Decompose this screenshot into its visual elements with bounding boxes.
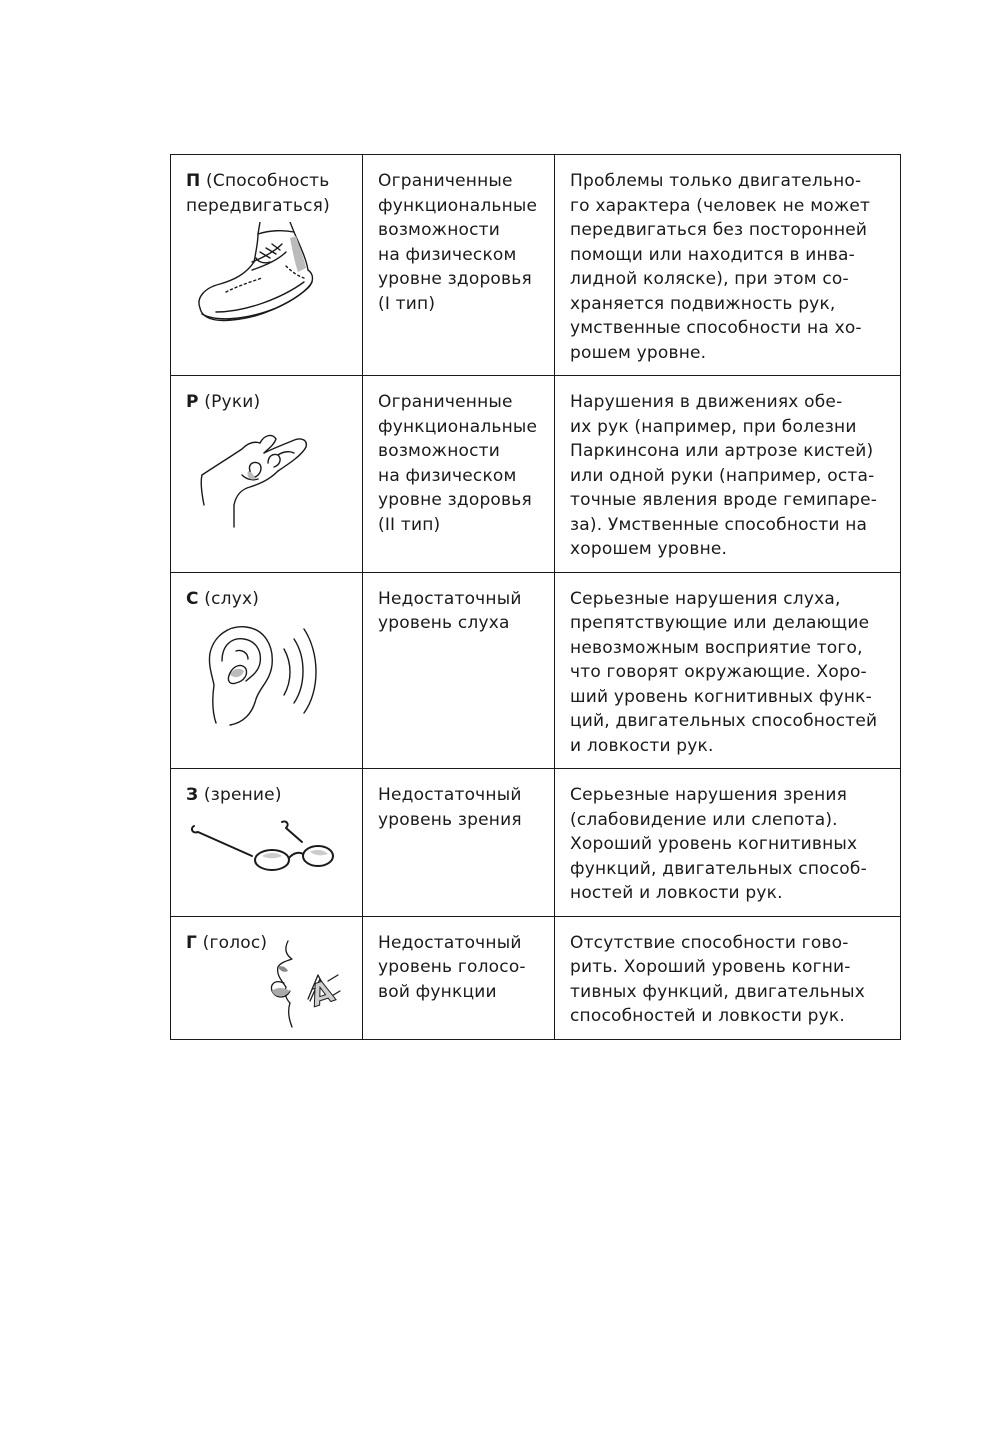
category-line: уровень зрения <box>378 809 522 830</box>
table-row <box>171 572 901 769</box>
row-code: Г <box>186 932 198 953</box>
category-line: уровень голосо- <box>378 957 526 977</box>
description-line: или одной руки (например, оста- <box>570 465 875 486</box>
description-line: тивных функций, двигательных <box>570 981 866 1002</box>
description-line: точные явления вроде гемипаре- <box>570 490 878 510</box>
row-description-cell <box>555 155 901 376</box>
category-line: Ограниченные <box>378 171 513 191</box>
description-line: функций, двигательных способ- <box>570 858 867 879</box>
row-code: П <box>186 171 201 191</box>
row-label: (Руки) <box>198 392 261 412</box>
row-label: (зрение) <box>198 785 282 805</box>
description-line: Хороший уровень когнитивных <box>570 834 858 854</box>
description-line: го характера (человек не может <box>570 195 871 216</box>
category-line: на физическом <box>378 244 517 265</box>
description-line: умственные способности на хо- <box>570 318 862 338</box>
description-line: ший уровень когнитивных функ- <box>570 686 872 707</box>
category-line: вой функции <box>378 981 497 1002</box>
category-line: Недостаточный <box>378 588 522 609</box>
row-label: (Способность <box>200 171 330 191</box>
row-category-cell <box>363 572 555 769</box>
table-row <box>171 916 901 1040</box>
category-line: Недостаточный <box>378 932 522 953</box>
description-line: Серьезные нарушения слуха, <box>570 588 841 609</box>
table-row <box>171 155 901 376</box>
description-line: Проблемы только двигательно- <box>570 171 862 191</box>
row-code: З <box>186 785 199 805</box>
row-description-cell <box>555 376 901 573</box>
category-line: Недостаточный <box>378 785 522 805</box>
hand-icon <box>186 419 348 529</box>
category-line: на физическом <box>378 465 517 486</box>
row-code-cell <box>171 916 363 1040</box>
row-category-cell <box>363 916 555 1040</box>
description-line: препятствующие или делающие <box>570 613 870 633</box>
description-line: Нарушения в движениях обе- <box>570 392 843 412</box>
row-category-cell <box>363 155 555 376</box>
row-label: (слух) <box>198 588 260 609</box>
category-line: (I тип) <box>378 293 436 314</box>
description-line: что говорят окружающие. Хоро- <box>570 662 867 682</box>
category-line: уровне здоровья <box>378 490 532 510</box>
category-line: функциональные <box>378 195 538 216</box>
description-line: невозможным восприятие того, <box>570 637 863 658</box>
row-code-cell <box>171 572 363 769</box>
category-line: функциональные <box>378 416 538 437</box>
row-code: С <box>186 588 199 609</box>
ear-icon <box>186 615 348 733</box>
table-row <box>171 769 901 917</box>
description-line: рошем уровне. <box>570 342 707 363</box>
description-line: ностей и ловкости рук. <box>570 883 783 903</box>
category-line: уровне здоровья <box>378 269 532 289</box>
row-description-cell <box>555 769 901 917</box>
description-line: передвигаться без посторонней <box>570 220 868 240</box>
category-line: Ограниченные <box>378 392 513 412</box>
category-line: уровень слуха <box>378 613 510 633</box>
voice-icon <box>266 937 348 1029</box>
disability-categories-table <box>170 154 901 1040</box>
row-category-cell <box>363 376 555 573</box>
row-label-continued: передвигаться) <box>186 195 330 216</box>
category-line: возможности <box>378 220 501 240</box>
row-code-cell <box>171 155 363 376</box>
description-line: рить. Хороший уровень когни- <box>570 957 851 977</box>
voice-icon-letter: A <box>305 973 339 1015</box>
description-line: лидной коляске), при этом со- <box>570 269 849 289</box>
description-line: и ловкости рук. <box>570 735 714 756</box>
description-line: хорошем уровне. <box>570 539 728 559</box>
description-line: Паркинсона или артрозе кистей) <box>570 441 874 461</box>
description-line: ций, двигательных способностей <box>570 711 878 731</box>
description-line: Серьезные нарушения зрения <box>570 785 848 805</box>
row-description-cell <box>555 572 901 769</box>
row-code-cell <box>171 769 363 917</box>
description-line: за). Умственные способности на <box>570 514 868 535</box>
category-line: возможности <box>378 441 501 461</box>
row-code-cell <box>171 376 363 573</box>
description-line: их рук (например, при болезни <box>570 416 857 437</box>
description-line: помощи или находится в инва- <box>570 244 856 265</box>
shoe-icon <box>186 222 348 332</box>
glasses-icon <box>186 812 348 876</box>
row-label: (голос) <box>197 932 268 953</box>
description-line: храняется подвижность рук, <box>570 293 836 314</box>
table-row <box>171 376 901 573</box>
description-line: (слабовидение или слепота). <box>570 809 838 830</box>
category-line: (II тип) <box>378 514 441 535</box>
description-line: Отсутствие способности гово- <box>570 932 849 953</box>
description-line: способностей и ловкости рук. <box>570 1006 846 1026</box>
row-category-cell <box>363 769 555 917</box>
row-code: Р <box>186 392 199 412</box>
row-description-cell <box>555 916 901 1040</box>
